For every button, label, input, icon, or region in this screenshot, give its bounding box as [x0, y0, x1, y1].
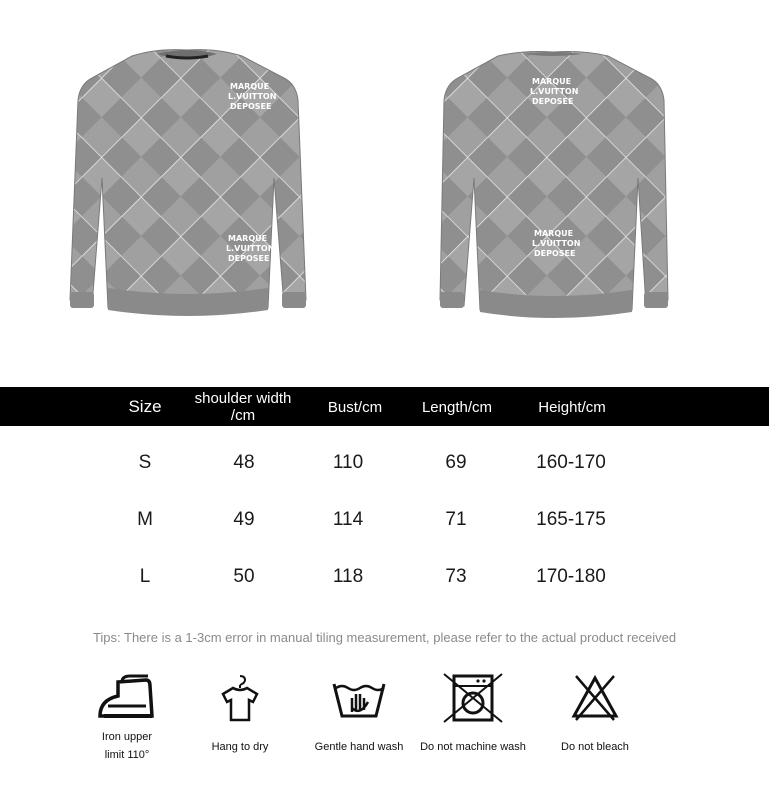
- care-label: Gentle hand wash: [314, 741, 404, 753]
- care-instructions: [0, 672, 769, 800]
- cell-size: S: [138, 452, 152, 473]
- header-shoulder-line1: shoulder width: [194, 390, 292, 407]
- cell-size: L: [139, 566, 151, 587]
- header-shoulder-line2: /cm: [230, 407, 256, 424]
- svg-text:L.VUITTON: L.VUITTON: [532, 239, 581, 248]
- table-row: [0, 452, 769, 482]
- svg-text:MARQUE: MARQUE: [534, 229, 574, 238]
- sweater-back-image: [428, 38, 678, 328]
- svg-text:MARQUE: MARQUE: [230, 82, 270, 91]
- table-row: [0, 509, 769, 539]
- care-label: Iron upper limit 110°: [101, 731, 153, 761]
- cell-bust: 114: [332, 509, 364, 530]
- care-hang-dry: [200, 672, 280, 756]
- cell-shoulder: 48: [233, 452, 255, 473]
- care-label: Hang to dry: [211, 741, 269, 753]
- cell-length: 69: [445, 452, 467, 473]
- svg-text:L.VUITTON: L.VUITTON: [530, 87, 579, 96]
- svg-text:DEPOSEE: DEPOSEE: [532, 97, 574, 106]
- care-hand-wash: [306, 672, 412, 756]
- sweater-front-image: [62, 38, 312, 328]
- cell-height: 165-175: [536, 509, 606, 530]
- measurement-tips: Tips: There is a 1-3cm error in manual tiling measurement, please refer to the actual product received: [92, 630, 677, 645]
- cell-bust: 118: [332, 566, 364, 587]
- svg-text:DEPOSEE: DEPOSEE: [230, 102, 272, 111]
- care-no-machine-wash: [412, 672, 534, 756]
- care-label: Do not bleach: [561, 741, 629, 753]
- cell-shoulder: 50: [233, 566, 255, 587]
- header-bust: Bust/cm: [327, 399, 383, 416]
- header-shoulder-width: [176, 390, 310, 424]
- header-height: Height/cm: [538, 399, 606, 416]
- svg-text:MARQUE: MARQUE: [532, 77, 572, 86]
- care-label: Do not machine wash: [420, 741, 526, 753]
- svg-text:DEPOSEE: DEPOSEE: [228, 254, 270, 263]
- hanger-shirt-icon: [215, 672, 265, 724]
- size-table-header: [0, 387, 769, 426]
- table-row: [0, 566, 769, 596]
- svg-text:L.VUITTON: L.VUITTON: [226, 244, 275, 253]
- header-size: Size: [128, 397, 162, 416]
- cell-height: 160-170: [536, 452, 606, 473]
- cell-bust: 110: [332, 452, 364, 473]
- cell-shoulder: 49: [233, 509, 255, 530]
- care-no-bleach: [548, 672, 642, 756]
- no-bleach-icon: [570, 672, 620, 724]
- svg-text:DEPOSEE: DEPOSEE: [534, 249, 576, 258]
- svg-text:L.VUITTON: L.VUITTON: [228, 92, 277, 101]
- header-length: Length/cm: [421, 399, 493, 416]
- care-iron: [86, 672, 168, 764]
- cell-length: 73: [445, 566, 467, 587]
- cell-size: M: [137, 509, 153, 530]
- cell-height: 170-180: [536, 566, 606, 587]
- no-machine-wash-icon: [440, 672, 506, 724]
- svg-text:MARQUE: MARQUE: [228, 234, 268, 243]
- product-images: [0, 0, 769, 385]
- hand-wash-icon: [330, 672, 388, 724]
- iron-icon: [96, 672, 158, 722]
- cell-length: 71: [445, 509, 467, 530]
